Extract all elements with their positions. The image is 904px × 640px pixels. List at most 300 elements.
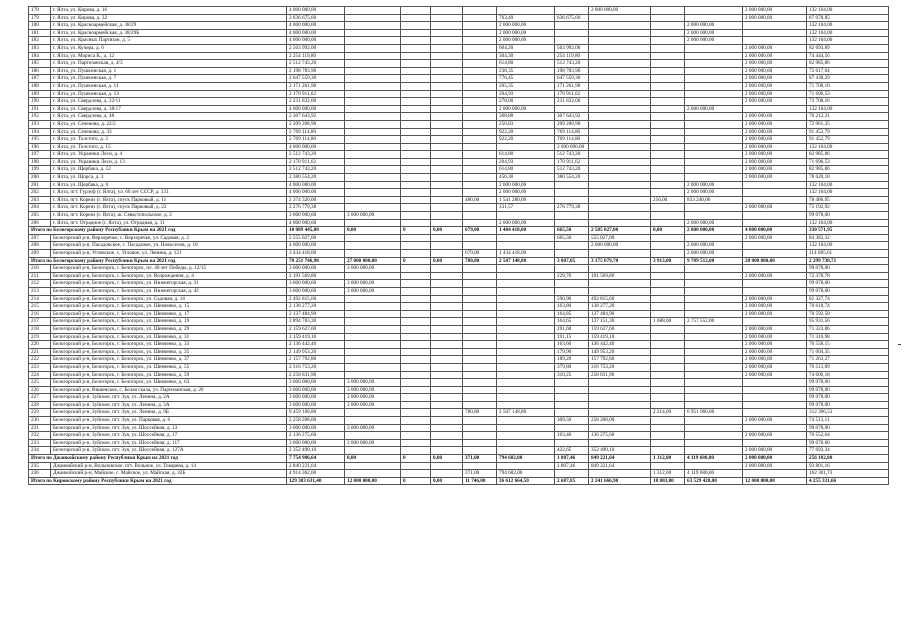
value-cell: 170 911,62	[555, 158, 589, 166]
value-cell	[431, 409, 463, 417]
value-cell: 137 151,30	[589, 318, 651, 326]
value-cell: 3 000 000,00	[345, 394, 401, 402]
value-cell	[431, 234, 463, 242]
value-cell	[497, 143, 555, 151]
table-row	[29, 242, 889, 250]
address-cell: г. Ялта, ул. Свердлова, д. 22/11	[51, 98, 287, 106]
value-cell	[431, 287, 463, 295]
table-row	[29, 196, 889, 204]
value-cell	[431, 250, 463, 258]
value-cell: 4 000 000,00	[287, 7, 345, 15]
value-cell: 99 078,00	[807, 287, 889, 295]
value-cell: 2 198 783,90	[287, 67, 345, 75]
value-cell: 229,70	[555, 272, 589, 280]
value-cell: 2 000 000,00	[743, 204, 807, 212]
value-cell	[589, 136, 651, 144]
value-cell: 2 000 000,00	[497, 29, 555, 37]
value-cell: 2 000 000,00	[743, 363, 807, 371]
address-cell: Белогорский р-н, Верхоречье, с. Верхоречье, ул. Садовая, д. 2	[51, 234, 287, 242]
address-cell: г. Ялта, ул. Красноармейская, д. 38/29Б	[51, 29, 287, 37]
table-row	[29, 272, 889, 280]
value-cell	[431, 280, 463, 288]
table-row	[29, 333, 889, 341]
value-cell: 769 114,80	[555, 136, 589, 144]
value-cell	[463, 181, 497, 189]
value-cell: 74 513,11	[807, 417, 889, 425]
value-cell: 99 078,00	[807, 379, 889, 387]
value-cell	[431, 113, 463, 121]
value-cell	[401, 98, 431, 106]
row-number-cell: 213	[29, 287, 51, 295]
row-number-cell: 220	[29, 341, 51, 349]
value-cell	[589, 120, 651, 128]
table-row	[29, 60, 889, 68]
value-cell	[463, 98, 497, 106]
value-cell: 11 746,00	[463, 477, 497, 485]
value-cell	[743, 287, 807, 295]
value-cell	[401, 128, 431, 136]
value-cell: 132 104,00	[807, 7, 889, 15]
value-cell: 0,00	[651, 227, 685, 235]
value-cell	[345, 113, 401, 121]
value-cell	[463, 280, 497, 288]
value-cell	[685, 234, 743, 242]
table-row	[29, 143, 889, 151]
value-cell	[497, 287, 555, 295]
row-number-cell: 214	[29, 295, 51, 303]
address-cell: Белогорский р-н, Белогорск, г. Белогорск, ул. Шевченко, д. 63	[51, 379, 287, 387]
value-cell	[589, 287, 651, 295]
value-cell: 91 452,79	[807, 128, 889, 136]
value-cell	[497, 424, 555, 432]
value-cell: 3 000 000,00	[287, 401, 345, 409]
value-cell	[463, 219, 497, 227]
value-cell	[651, 219, 685, 227]
value-cell	[685, 151, 743, 159]
value-cell: 2 636 675,60	[287, 14, 345, 22]
row-number-cell: 211	[29, 272, 51, 280]
value-cell: 2 000 000,00	[743, 120, 807, 128]
value-cell: 2 209 208,90	[287, 120, 345, 128]
value-cell	[497, 417, 555, 425]
value-cell	[463, 234, 497, 242]
value-cell	[345, 14, 401, 22]
value-cell	[401, 37, 431, 45]
value-cell: 204,93	[497, 158, 555, 166]
table-row	[29, 318, 889, 326]
value-cell: 3 000 000,00	[345, 212, 401, 220]
value-cell	[401, 219, 431, 227]
value-cell: 512 743,20	[555, 60, 589, 68]
value-cell: 780,80	[463, 257, 497, 265]
address-cell: Белогорский р-н, Белогорск, г. Белогорск, ул. Шевченко, д. 55	[51, 363, 287, 371]
value-cell	[345, 158, 401, 166]
value-cell: 82 985,86	[807, 60, 889, 68]
value-cell: 2 503 992,00	[287, 44, 345, 52]
address-cell: Белогорский р-н, Угловское, с. Угловое, ул. Ленина, д. 121	[51, 250, 287, 258]
value-cell: 254 119,80	[555, 52, 589, 60]
row-number-cell: 199	[29, 166, 51, 174]
value-cell: 512 743,20	[555, 166, 589, 174]
value-cell	[651, 204, 685, 212]
value-cell: 2 000 000,00	[743, 462, 807, 470]
value-cell	[589, 386, 651, 394]
value-cell: 2 136 442,40	[287, 341, 345, 349]
value-cell	[345, 189, 401, 197]
value-cell	[651, 136, 685, 144]
row-number-cell: 216	[29, 310, 51, 318]
table-row	[29, 22, 889, 30]
value-cell	[651, 265, 685, 273]
value-cell: 0	[401, 257, 431, 265]
value-cell: 250,83	[497, 120, 555, 128]
value-cell: 2 769 114,80	[287, 128, 345, 136]
value-cell: 9 459 108,80	[287, 409, 345, 417]
value-cell: 137 484,90	[589, 310, 651, 318]
value-cell	[431, 158, 463, 166]
table-row	[29, 363, 889, 371]
value-cell	[497, 447, 555, 455]
value-cell	[743, 470, 807, 478]
value-cell	[651, 417, 685, 425]
value-cell	[651, 60, 685, 68]
value-cell: 2 000 000,00	[743, 7, 807, 15]
value-cell: 132 104,00	[807, 105, 889, 113]
table-row	[29, 310, 889, 318]
row-number-cell: 189	[29, 90, 51, 98]
value-cell	[463, 417, 497, 425]
row-number-cell: 212	[29, 280, 51, 288]
value-cell	[685, 136, 743, 144]
value-cell	[497, 401, 555, 409]
row-number-cell: 180	[29, 22, 51, 30]
value-cell	[743, 22, 807, 30]
value-cell	[431, 98, 463, 106]
value-cell	[555, 22, 589, 30]
value-cell: 2 000 000,00	[685, 227, 743, 235]
value-cell	[497, 462, 555, 470]
value-cell: 163,80	[555, 303, 589, 311]
value-cell	[431, 394, 463, 402]
value-cell	[401, 386, 431, 394]
value-cell	[651, 371, 685, 379]
value-cell: 310,25	[555, 371, 589, 379]
value-cell	[431, 265, 463, 273]
value-cell	[589, 22, 651, 30]
value-cell	[589, 189, 651, 197]
value-cell	[431, 136, 463, 144]
address-cell: г. Ялта, ул. Украинки Леси, д. 13	[51, 158, 287, 166]
value-cell: 114 085,61	[807, 250, 889, 258]
value-cell	[685, 447, 743, 455]
row-number-cell: 188	[29, 82, 51, 90]
value-cell: 330 571,95	[807, 227, 889, 235]
value-cell	[401, 22, 431, 30]
table-row	[29, 90, 889, 98]
value-cell: 3 000 000,00	[345, 401, 401, 409]
value-cell	[345, 22, 401, 30]
value-cell	[345, 52, 401, 60]
value-cell	[685, 128, 743, 136]
address-cell: Белогорский р-н, Белогорск, г. Белогорск, ул. Нижнегорская, д. 43	[51, 287, 287, 295]
value-cell: 159 627,60	[589, 325, 651, 333]
value-cell	[431, 7, 463, 15]
value-cell: 70 618,74	[807, 303, 889, 311]
value-cell	[651, 7, 685, 15]
value-cell: 604,20	[497, 44, 555, 52]
address-cell: Белогорский р-н, Зуйское, пгт. Зуя, ул. Ленина, д. 2А	[51, 394, 287, 402]
value-cell	[685, 439, 743, 447]
value-cell: 422,65	[555, 447, 589, 455]
value-cell: 2 299 738,71	[807, 257, 889, 265]
value-cell	[431, 196, 463, 204]
value-cell: 2 000 000,00	[743, 166, 807, 174]
value-cell	[401, 462, 431, 470]
value-cell	[431, 348, 463, 356]
value-cell	[401, 417, 431, 425]
value-cell: 3 175 079,70	[589, 257, 651, 265]
value-cell: 163,60	[555, 341, 589, 349]
address-cell: г. Ялта, ул. Красноармейская, д. 38/29	[51, 22, 287, 30]
value-cell: 82 985,86	[807, 166, 889, 174]
value-cell	[431, 120, 463, 128]
row-number-cell: 222	[29, 356, 51, 364]
value-cell	[401, 105, 431, 113]
value-cell: 2 000 000,00	[743, 44, 807, 52]
row-number-cell: 226	[29, 386, 51, 394]
value-cell	[431, 105, 463, 113]
value-cell	[555, 196, 589, 204]
address-cell: г. Ялта, пгт. Кореиз (г. Ялта), ш. Севастопольское, д. 2	[51, 212, 287, 220]
value-cell: 4 000 000,00	[287, 22, 345, 30]
value-cell: 379,80	[555, 363, 589, 371]
value-cell: 2 000 000,00	[743, 447, 807, 455]
value-cell: 71 323,86	[807, 325, 889, 333]
value-cell: 769 114,80	[555, 128, 589, 136]
address-cell: Белогорский р-н, Белогорск, г. Белогорск, ул. Садовая, д. 14	[51, 295, 287, 303]
value-cell	[651, 75, 685, 83]
address-cell: Джанкойский р-н, Майское, с. Майское, ул. Майская, д. 32Б	[51, 470, 287, 478]
value-cell	[589, 219, 651, 227]
table-row	[29, 234, 889, 242]
value-cell: 492 815,60	[589, 295, 651, 303]
value-cell	[431, 174, 463, 182]
address-cell: г. Ялта, ул. Пушкинская, д. 13	[51, 90, 287, 98]
value-cell	[685, 417, 743, 425]
value-cell: 647 559,30	[555, 75, 589, 83]
value-cell: 2 000 000,00	[685, 37, 743, 45]
value-cell: 28 000 000,00	[743, 257, 807, 265]
value-cell: 776,45	[497, 75, 555, 83]
address-cell: Белогорский р-н, Белогорск, г. Белогорск, ул. Шевченко, д. 17	[51, 310, 287, 318]
value-cell	[743, 212, 807, 220]
value-cell: 2 191 569,80	[287, 272, 345, 280]
value-cell: 164,65	[555, 318, 589, 326]
value-cell	[651, 158, 685, 166]
value-cell: 99 078,00	[807, 424, 889, 432]
address-cell: Белогорский р-н, Зуйское, пгт. Зуя, ул. Шоссейная, д. 117	[51, 439, 287, 447]
value-cell: 2 000 000,00	[555, 143, 589, 151]
value-cell	[651, 394, 685, 402]
value-cell	[463, 151, 497, 159]
value-cell	[463, 386, 497, 394]
value-cell: 70 592,58	[807, 310, 889, 318]
value-cell	[463, 90, 497, 98]
value-cell	[497, 333, 555, 341]
value-cell	[651, 333, 685, 341]
value-cell: 159 419,10	[589, 333, 651, 341]
value-cell: 136 442,40	[589, 341, 651, 349]
value-cell	[463, 363, 497, 371]
value-cell	[497, 310, 555, 318]
row-number-cell: 195	[29, 136, 51, 144]
value-cell: 2 000 000,00	[497, 219, 555, 227]
value-cell: 2 000 000,00	[743, 52, 807, 60]
value-cell	[431, 219, 463, 227]
value-cell: 99 078,00	[807, 439, 889, 447]
table-total-row	[29, 477, 889, 485]
value-cell	[497, 432, 555, 440]
address-cell: Белогорский р-н, Вишенское, с. Белая скала, ул. Партизанская, д. 20	[51, 386, 287, 394]
value-cell: 163,40	[555, 432, 589, 440]
value-cell: 2 894 783,30	[287, 318, 345, 326]
value-cell	[555, 181, 589, 189]
value-cell: 4 000 000,00	[287, 143, 345, 151]
value-cell	[345, 250, 401, 258]
value-cell: 198 783,90	[555, 67, 589, 75]
value-cell	[431, 52, 463, 60]
value-cell	[345, 136, 401, 144]
value-cell	[589, 90, 651, 98]
table-row	[29, 44, 889, 52]
value-cell	[345, 7, 401, 15]
address-cell: Белогорский р-н, Белогорск, г. Белогорск, ул. Шевченко, д. 31	[51, 333, 287, 341]
row-number-cell: 227	[29, 394, 51, 402]
value-cell	[431, 401, 463, 409]
value-cell	[743, 219, 807, 227]
value-cell	[431, 29, 463, 37]
value-cell: 555 027,00	[589, 234, 651, 242]
row-number-cell: 200	[29, 174, 51, 182]
value-cell: 3 000 000,00	[345, 265, 401, 273]
value-cell	[589, 143, 651, 151]
value-cell	[589, 470, 651, 478]
value-cell	[431, 371, 463, 379]
address-cell: г. Ялта, пгт. Кореиз (г. Ялта), спуск Парковый, д. 22	[51, 204, 287, 212]
value-cell: 138 277,20	[589, 303, 651, 311]
value-cell: 3 000 000,00	[287, 212, 345, 220]
value-cell	[401, 14, 431, 22]
table-total-row	[29, 257, 889, 265]
value-cell	[555, 212, 589, 220]
row-number-cell: 231	[29, 424, 51, 432]
value-cell: 2 380 554,20	[287, 174, 345, 182]
value-cell: 191,15	[555, 333, 589, 341]
value-cell: 70 558,15	[807, 341, 889, 349]
row-number-cell: 201	[29, 181, 51, 189]
value-cell	[589, 196, 651, 204]
value-cell	[345, 295, 401, 303]
value-cell: 36 612 664,50	[497, 477, 555, 485]
table-row	[29, 105, 889, 113]
value-cell	[463, 356, 497, 364]
value-cell: 18 003,00	[651, 477, 685, 485]
value-cell: 2 000 000,00	[743, 234, 807, 242]
value-cell: 73 708,16	[807, 98, 889, 106]
value-cell	[345, 409, 401, 417]
row-number-cell: 223	[29, 363, 51, 371]
value-cell: 4 255 331,66	[807, 477, 889, 485]
value-cell	[431, 189, 463, 197]
table-row	[29, 424, 889, 432]
value-cell	[431, 386, 463, 394]
value-cell: 93 801,16	[807, 462, 889, 470]
value-cell: 2 000 000,00	[743, 333, 807, 341]
address-cell: г. Ялта, ул. Сеченова, д. 33	[51, 128, 287, 136]
value-cell: 3 000 000,00	[345, 386, 401, 394]
value-cell	[345, 432, 401, 440]
value-cell: 0,00	[431, 227, 463, 235]
value-cell: 2 214,00	[651, 409, 685, 417]
value-cell: 3 000 000,00	[287, 287, 345, 295]
value-cell: 4 000 000,00	[287, 242, 345, 250]
value-cell: 3 913,00	[651, 257, 685, 265]
value-cell: 78 620,18	[807, 174, 889, 182]
value-cell: 76 212,31	[807, 113, 889, 121]
value-cell: 1 541 280,00	[497, 196, 555, 204]
value-cell	[345, 242, 401, 250]
address-cell: г. Ялта, ул. Мориса К., д. 12	[51, 52, 287, 60]
value-cell	[401, 242, 431, 250]
address-cell: Белогорский р-н, Белогорск, г. Белогорск, ул. Шевченко, д. 15	[51, 303, 287, 311]
table-row	[29, 295, 889, 303]
value-cell	[651, 105, 685, 113]
address-cell: Белогорский р-н, Белогорск, г. Белогорск, ул. Нижнегорская, д. 31	[51, 280, 287, 288]
value-cell: 2 000 000,00	[685, 105, 743, 113]
value-cell	[555, 189, 589, 197]
value-cell: 0	[401, 227, 431, 235]
value-cell: 2 316 753,20	[287, 363, 345, 371]
value-cell	[651, 363, 685, 371]
value-cell	[401, 379, 431, 387]
value-cell	[463, 287, 497, 295]
table-row	[29, 29, 889, 37]
value-cell: 614,80	[497, 60, 555, 68]
value-cell: 132 104,00	[807, 181, 889, 189]
value-cell	[345, 272, 401, 280]
value-cell	[555, 386, 589, 394]
value-cell: 312 396,53	[807, 409, 889, 417]
value-cell: 849 221,64	[589, 462, 651, 470]
value-cell	[685, 379, 743, 387]
address-cell: г. Ялта, ул. Толстого, д. 15	[51, 143, 287, 151]
value-cell	[651, 424, 685, 432]
table-row	[29, 7, 889, 15]
value-cell: 2 159 627,60	[287, 325, 345, 333]
address-cell: Белогорский р-н, Зуйское, пгт. Зуя, ул. Шоссейная, д. 17	[51, 432, 287, 440]
value-cell	[463, 37, 497, 45]
value-cell	[463, 401, 497, 409]
value-cell	[685, 394, 743, 402]
value-cell	[555, 250, 589, 258]
value-cell	[497, 295, 555, 303]
value-cell	[345, 204, 401, 212]
row-number-cell: 229	[29, 409, 51, 417]
table-row	[29, 219, 889, 227]
table-total-row	[29, 455, 889, 463]
register-table-wrapper	[28, 6, 888, 485]
value-cell	[345, 120, 401, 128]
